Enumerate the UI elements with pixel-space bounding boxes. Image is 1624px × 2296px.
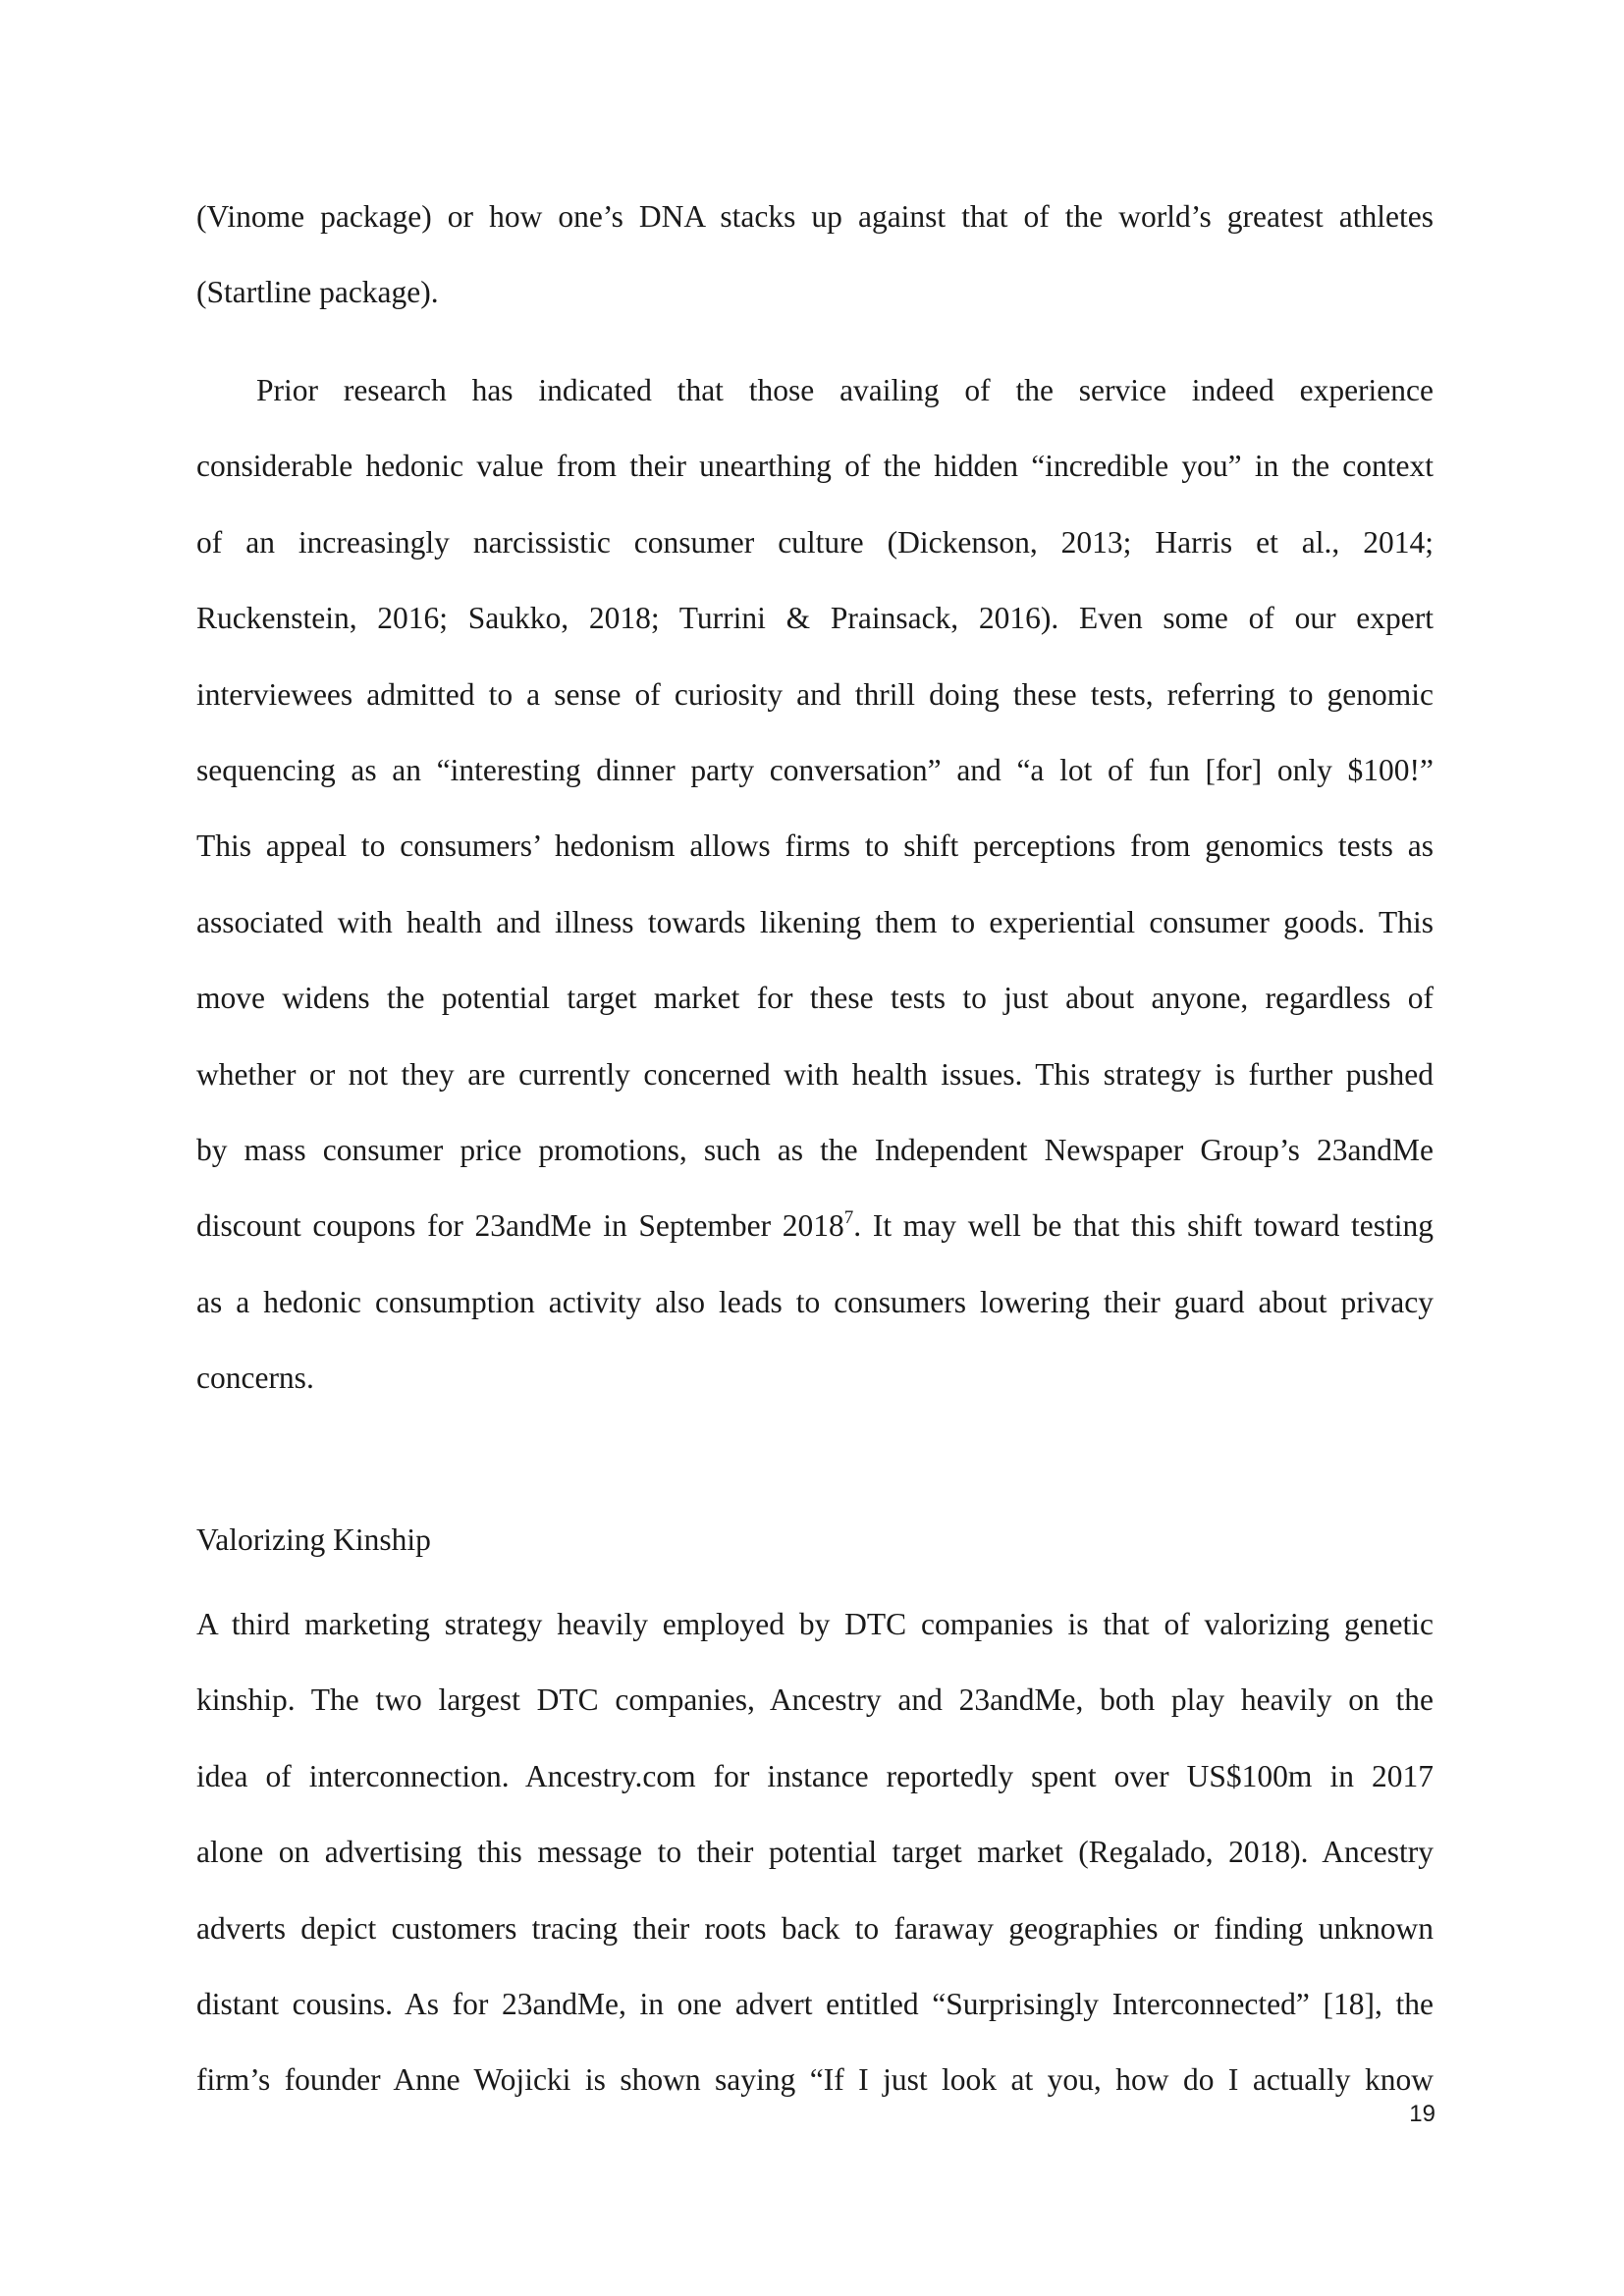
text-line: associated with health and illness towards likening them to experiential consumer goods. This <box>196 904 1434 939</box>
text-line: A third marketing strategy heavily employed by DTC companies is that of valorizing genetic <box>196 1607 1434 1641</box>
text-line: (Vinome package) or how one’s DNA stacks up against that of the world’s greatest athletes <box>196 199 1434 234</box>
text-line: move widens the potential target market for these tests to just about anyone, regardless of <box>196 981 1434 1016</box>
text-line: alone on advertising this message to their potential target market (Regalado, 2018). Ancestry <box>196 1835 1434 1870</box>
page-number: 19 <box>1409 2101 1435 2127</box>
text-line: Ruckenstein, 2016; Saukko, 2018; Turrini & Prainsack, 2016). Even some of our expert <box>196 601 1434 636</box>
text-line: sequencing as an “interesting dinner party conversation” and “a lot of fun [for] only $100!” <box>196 752 1434 787</box>
text-line: concerns. <box>196 1361 314 1396</box>
footnote-marker: 7 <box>843 1206 854 1228</box>
paragraph-1 <box>196 192 1434 345</box>
section-heading: Valorizing Kinship <box>196 1522 431 1557</box>
text-line: whether or not they are currently concerned with health issues. This strategy is further pushed <box>196 1056 1434 1092</box>
text-line: (Startline package). <box>196 275 439 310</box>
paragraph-2 <box>196 366 1434 1429</box>
footnote-line-before: discount coupons for 23andMe in September 2018 <box>196 1208 844 1244</box>
text-line: considerable hedonic value from their unearthing of the hidden “incredible you” in the context <box>196 449 1434 484</box>
text-line: distant cousins. As for 23andMe, in one advert entitled “Surprisingly Interconnected” [18], the <box>196 1986 1434 2021</box>
text-line: idea of interconnection. Ancestry.com for instance reportedly spent over US$100m in 2017 <box>196 1758 1434 1793</box>
paragraph-3 <box>196 1600 1434 2132</box>
text-line: adverts depict customers tracing their roots back to faraway geographies or finding unknown <box>196 1910 1434 1946</box>
text-line: This appeal to consumers’ hedonism allows firms to shift perceptions from genomics tests as <box>196 828 1434 864</box>
text-line: Prior research has indicated that those availing of the service indeed experience <box>256 373 1434 407</box>
text-line-with-footnote <box>196 1201 1434 1277</box>
text-line: as a hedonic consumption activity also leads to consumers lowering their guard about privacy <box>196 1284 1434 1319</box>
text-line: by mass consumer price promotions, such as the Independent Newspaper Group’s 23andMe <box>196 1132 1434 1167</box>
text-line: interviewees admitted to a sense of curiosity and thrill doing these tests, referring to genomic <box>196 676 1434 712</box>
footnote-line-after: . It may well be that this shift toward testing <box>853 1208 1435 1244</box>
text-line: kinship. The two largest DTC companies, Ancestry and 23andMe, both play heavily on the <box>196 1682 1434 1718</box>
text-line: firm’s founder Anne Wojicki is shown saying “If I just look at you, how do I actually know <box>196 2062 1434 2098</box>
text-line: of an increasingly narcissistic consumer culture (Dickenson, 2013; Harris et al., 2014; <box>196 524 1434 560</box>
